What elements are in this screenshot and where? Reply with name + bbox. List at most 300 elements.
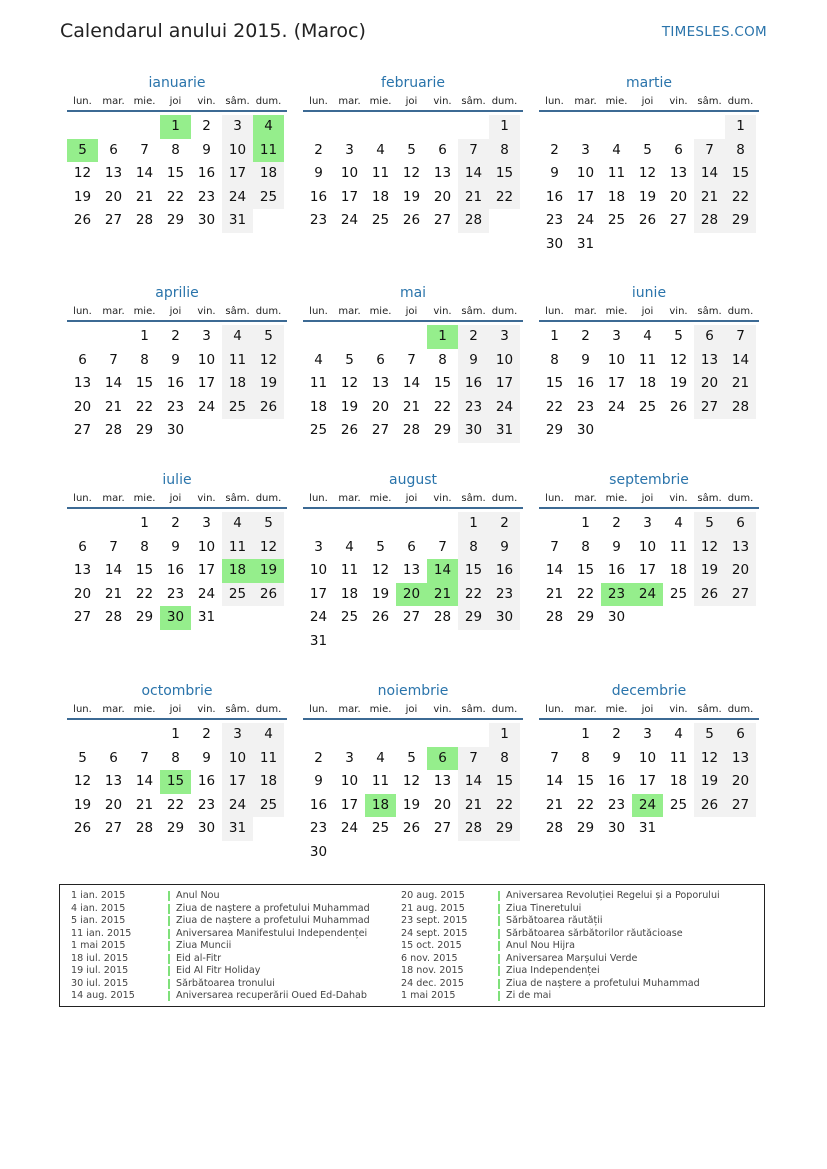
day-cell: 6: [725, 723, 756, 747]
weekday-label: vin.: [433, 96, 452, 107]
holiday-date: 21 aug. 2015: [401, 902, 465, 914]
holiday-day-cell: 1: [427, 325, 458, 349]
day-cell: 18: [309, 398, 328, 415]
holiday-name: Zi de mai: [506, 990, 552, 1001]
weekday-label: sâm.: [697, 306, 722, 317]
weekday-label: sâm.: [461, 96, 486, 107]
day-cell: 16: [309, 188, 328, 205]
holiday-name: Ziua de naștere a profetului Muhammad: [176, 915, 370, 926]
day-cell: 27: [669, 212, 688, 228]
weekday-label: mar.: [338, 96, 361, 107]
day-cell: 3: [612, 328, 621, 344]
empty-cell: [539, 512, 570, 536]
day-cell: 10: [638, 538, 657, 555]
month-block: [67, 282, 287, 443]
day-cell: 30: [166, 422, 185, 438]
day-cell: 12: [73, 165, 92, 181]
day-cell: 15: [458, 559, 489, 583]
day-grid: [303, 512, 523, 653]
day-cell: 6: [109, 141, 118, 158]
day-grid: [539, 723, 759, 841]
day-cell: 12: [669, 351, 688, 368]
day-cell: 9: [550, 165, 559, 181]
day-cell: 4: [345, 538, 354, 555]
day-cell: 20: [73, 398, 92, 415]
day-cell: 9: [612, 749, 621, 766]
day-cell: 14: [135, 165, 154, 181]
day-cell: 28: [725, 396, 756, 420]
empty-cell: [303, 512, 334, 536]
holiday-name: Ziua Muncii: [176, 940, 232, 951]
empty-cell: [334, 115, 365, 139]
holiday-date: 6 nov. 2015: [401, 952, 458, 964]
empty-cell: [396, 325, 427, 349]
holiday-day-cell: 5: [67, 139, 98, 163]
day-cell: 26: [73, 820, 92, 836]
day-cell: 19: [669, 375, 688, 391]
day-cell: 3: [202, 328, 211, 344]
day-cell: 17: [222, 770, 253, 794]
day-cell: 28: [545, 609, 564, 625]
day-cell: 23: [458, 396, 489, 420]
holiday-day-cell: 4: [253, 115, 284, 139]
empty-cell: [365, 512, 396, 536]
empty-cell: [427, 115, 458, 139]
holiday-date: 20 aug. 2015: [401, 890, 465, 901]
day-cell: 15: [576, 562, 595, 578]
day-cell: 6: [407, 538, 416, 555]
day-cell: 2: [171, 515, 180, 531]
holiday-marker: [498, 966, 500, 976]
empty-cell: [303, 325, 334, 349]
day-cell: 28: [135, 820, 154, 836]
weekday-label: lun.: [73, 493, 92, 504]
day-grid: [67, 115, 287, 233]
day-cell: 26: [402, 212, 421, 228]
weekday-label: joi: [169, 96, 182, 107]
month-block: [539, 680, 759, 841]
day-cell: 13: [669, 165, 688, 181]
day-cell: 16: [309, 796, 328, 813]
day-cell: 20: [371, 398, 390, 415]
day-cell: 17: [197, 375, 216, 391]
day-cell: 13: [433, 165, 452, 181]
month-block: [67, 680, 287, 841]
holiday-marker: [168, 954, 170, 964]
day-cell: 27: [104, 820, 123, 836]
day-cell: 15: [489, 162, 520, 186]
day-cell: 27: [371, 422, 390, 438]
day-cell: 23: [197, 796, 216, 813]
holiday-date: 1 mai 2015: [71, 940, 126, 951]
weekday-header: [303, 703, 523, 720]
day-cell: 7: [438, 538, 447, 555]
day-cell: 9: [314, 165, 323, 181]
weekday-header: [303, 305, 523, 322]
day-cell: 11: [371, 773, 390, 789]
weekday-label: dum.: [491, 96, 518, 107]
day-cell: 13: [73, 375, 92, 391]
weekday-header: [67, 305, 287, 322]
day-cell: 13: [371, 375, 390, 391]
day-cell: 16: [576, 375, 595, 391]
day-cell: 22: [576, 585, 595, 602]
day-cell: 10: [576, 165, 595, 181]
holiday-name: Ziua Tineretului: [506, 902, 582, 914]
month-title: martie: [626, 75, 672, 91]
day-cell: 22: [433, 398, 452, 415]
day-cell: 12: [402, 165, 421, 181]
day-cell: 22: [458, 583, 489, 607]
day-cell: 30: [458, 419, 489, 443]
weekday-label: dum.: [491, 493, 518, 504]
holiday-name: Anul Nou Hijra: [506, 940, 575, 951]
day-cell: 14: [458, 162, 489, 186]
weekday-label: dum.: [727, 704, 754, 715]
weekday-label: dum.: [491, 306, 518, 317]
day-cell: 26: [340, 422, 359, 438]
day-cell: 6: [78, 351, 87, 368]
day-cell: 6: [674, 141, 683, 158]
day-cell: 12: [694, 747, 725, 771]
empty-cell: [67, 115, 98, 139]
day-cell: 18: [607, 188, 626, 205]
weekday-label: joi: [405, 306, 418, 317]
day-cell: 14: [725, 349, 756, 373]
holiday-date: 1 mai 2015: [401, 990, 456, 1001]
day-cell: 8: [489, 747, 520, 771]
weekday-label: vin.: [197, 493, 216, 504]
weekday-label: lun.: [309, 96, 328, 107]
day-cell: 11: [253, 747, 284, 771]
weekday-label: lun.: [545, 704, 564, 715]
day-cell: 18: [371, 188, 390, 205]
day-cell: 24: [197, 398, 216, 415]
day-cell: 5: [407, 141, 416, 158]
day-cell: 1: [725, 115, 756, 139]
day-cell: 10: [309, 562, 328, 578]
empty-cell: [663, 115, 694, 139]
day-cell: 13: [402, 562, 421, 578]
day-cell: 27: [104, 212, 123, 228]
day-cell: 13: [104, 165, 123, 181]
weekday-label: lun.: [545, 96, 564, 107]
day-cell: 29: [576, 820, 595, 836]
weekday-label: vin.: [433, 493, 452, 504]
day-cell: 27: [402, 609, 421, 625]
empty-cell: [427, 723, 458, 747]
weekday-label: mar.: [338, 704, 361, 715]
day-cell: 6: [438, 141, 447, 158]
day-cell: 3: [222, 723, 253, 747]
day-grid: [303, 325, 523, 443]
empty-cell: [539, 723, 570, 747]
empty-cell: [396, 512, 427, 536]
holiday-name: Eid al-Fitr: [176, 952, 222, 964]
day-cell: 13: [104, 773, 123, 789]
day-cell: 7: [140, 749, 149, 766]
day-cell: 5: [694, 512, 725, 536]
day-cell: 7: [694, 139, 725, 163]
day-cell: 30: [607, 609, 626, 625]
weekday-label: lun.: [545, 306, 564, 317]
empty-cell: [365, 723, 396, 747]
holiday-name: Eid Al Fitr Holiday: [176, 965, 261, 976]
day-cell: 24: [607, 398, 626, 415]
day-cell: 18: [638, 375, 657, 391]
day-cell: 17: [607, 375, 626, 391]
weekday-label: joi: [641, 306, 654, 317]
day-grid: [303, 723, 523, 864]
day-cell: 8: [438, 351, 447, 368]
day-cell: 12: [402, 773, 421, 789]
day-cell: 1: [458, 512, 489, 536]
empty-cell: [98, 115, 129, 139]
day-cell: 30: [489, 606, 520, 630]
day-cell: 23: [197, 188, 216, 205]
day-cell: 28: [433, 609, 452, 625]
weekday-label: dum.: [491, 704, 518, 715]
day-cell: 20: [433, 796, 452, 813]
day-cell: 22: [489, 186, 520, 210]
holiday-date: 18 nov. 2015: [401, 965, 464, 976]
day-cell: 14: [104, 562, 123, 578]
day-cell: 7: [407, 351, 416, 368]
day-cell: 1: [140, 515, 149, 531]
weekday-label: mie.: [605, 306, 628, 317]
day-cell: 3: [489, 325, 520, 349]
empty-cell: [601, 115, 632, 139]
day-cell: 28: [458, 209, 489, 233]
day-grid: [303, 115, 523, 233]
weekday-label: vin.: [669, 704, 688, 715]
day-cell: 2: [550, 141, 559, 158]
holiday-marker: [168, 891, 170, 901]
day-cell: 23: [545, 212, 564, 228]
day-cell: 22: [545, 398, 564, 415]
day-cell: 29: [545, 422, 564, 438]
day-cell: 31: [576, 235, 595, 252]
month-title: ianuarie: [148, 75, 206, 91]
day-cell: 2: [581, 328, 590, 344]
holiday-day-cell: 19: [253, 559, 284, 583]
holiday-name: Ziua Independenței: [506, 965, 600, 976]
holiday-date: 5 ian. 2015: [71, 915, 126, 926]
day-cell: 9: [171, 538, 180, 555]
day-cell: 23: [309, 820, 328, 836]
day-cell: 21: [104, 585, 123, 602]
day-cell: 20: [104, 188, 123, 205]
day-cell: 6: [376, 351, 385, 368]
month-title: februarie: [381, 75, 445, 91]
month-title: august: [389, 472, 437, 488]
holiday-date: 15 oct. 2015: [401, 940, 462, 951]
weekday-label: sâm.: [225, 493, 250, 504]
day-cell: 19: [73, 188, 92, 205]
empty-cell: [458, 115, 489, 139]
holiday-name: Sărbătoarea răutății: [506, 915, 603, 926]
day-cell: 31: [222, 817, 253, 841]
day-cell: 3: [222, 115, 253, 139]
holiday-marker: [498, 891, 500, 901]
weekday-label: mie.: [369, 493, 392, 504]
weekday-label: sâm.: [225, 704, 250, 715]
day-cell: 29: [135, 609, 154, 625]
day-cell: 29: [725, 209, 756, 233]
day-cell: 23: [489, 583, 520, 607]
day-cell: 13: [433, 773, 452, 789]
day-cell: 5: [253, 325, 284, 349]
holiday-marker: [168, 966, 170, 976]
empty-cell: [67, 723, 98, 747]
day-cell: 26: [73, 212, 92, 228]
month-title: noiembrie: [377, 683, 449, 699]
holiday-marker: [168, 904, 170, 914]
day-cell: 30: [545, 235, 564, 252]
holiday-marker: [168, 916, 170, 926]
day-cell: 1: [581, 515, 590, 531]
day-cell: 7: [109, 538, 118, 555]
day-cell: 10: [222, 139, 253, 163]
day-cell: 31: [197, 609, 216, 625]
day-cell: 19: [694, 559, 725, 583]
day-cell: 25: [309, 422, 328, 438]
day-cell: 3: [202, 515, 211, 531]
weekday-label: vin.: [197, 704, 216, 715]
day-cell: 31: [489, 419, 520, 443]
day-cell: 21: [694, 186, 725, 210]
empty-cell: [334, 512, 365, 536]
holiday-day-cell: 14: [427, 559, 458, 583]
day-cell: 4: [643, 328, 652, 344]
day-cell: 5: [376, 538, 385, 555]
day-cell: 19: [340, 398, 359, 415]
holiday-day-cell: 15: [160, 770, 191, 794]
weekday-label: dum.: [255, 306, 282, 317]
day-cell: 4: [674, 515, 683, 531]
holiday-date: 24 sept. 2015: [401, 927, 468, 939]
month-block: [303, 680, 523, 864]
day-cell: 25: [253, 794, 284, 818]
brand-link[interactable]: TIMESLES.COM: [661, 24, 767, 40]
empty-cell: [98, 325, 129, 349]
day-cell: 9: [581, 351, 590, 368]
day-cell: 18: [253, 770, 284, 794]
empty-cell: [67, 325, 98, 349]
day-cell: 27: [694, 396, 725, 420]
day-cell: 26: [669, 398, 688, 415]
empty-cell: [67, 512, 98, 536]
day-cell: 16: [197, 773, 216, 789]
day-cell: 15: [545, 375, 564, 391]
day-cell: 13: [73, 562, 92, 578]
day-cell: 17: [340, 188, 359, 205]
day-cell: 12: [371, 562, 390, 578]
day-cell: 15: [135, 562, 154, 578]
day-cell: 31: [309, 632, 328, 649]
holiday-day-cell: 6: [427, 747, 458, 771]
weekday-label: mie.: [605, 493, 628, 504]
day-cell: 11: [309, 375, 328, 391]
holiday-marker: [498, 904, 500, 914]
weekday-label: sâm.: [225, 306, 250, 317]
day-cell: 17: [576, 188, 595, 205]
holiday-marker: [498, 991, 500, 1001]
holiday-date: 4 ian. 2015: [71, 902, 126, 914]
weekday-label: sâm.: [461, 493, 486, 504]
weekday-label: sâm.: [461, 306, 486, 317]
day-cell: 23: [166, 585, 185, 602]
day-cell: 7: [109, 351, 118, 368]
day-cell: 25: [371, 820, 390, 836]
month-block: [539, 282, 759, 443]
day-cell: 19: [402, 796, 421, 813]
holiday-marker: [498, 941, 500, 951]
weekday-header: [67, 703, 287, 720]
day-cell: 4: [376, 141, 385, 158]
day-cell: 19: [402, 188, 421, 205]
day-cell: 31: [222, 209, 253, 233]
day-cell: 23: [309, 212, 328, 228]
empty-cell: [303, 115, 334, 139]
day-cell: 1: [171, 726, 180, 742]
empty-cell: [334, 723, 365, 747]
day-cell: 10: [197, 351, 216, 368]
weekday-label: sâm.: [697, 493, 722, 504]
day-cell: 10: [638, 749, 657, 766]
empty-cell: [539, 115, 570, 139]
day-cell: 3: [314, 538, 323, 555]
day-cell: 10: [607, 351, 626, 368]
day-cell: 4: [612, 141, 621, 158]
day-cell: 5: [643, 141, 652, 158]
day-cell: 23: [166, 398, 185, 415]
day-cell: 2: [314, 749, 323, 766]
day-cell: 17: [222, 162, 253, 186]
day-cell: 15: [433, 375, 452, 391]
month-block: [303, 469, 523, 653]
day-cell: 21: [402, 398, 421, 415]
weekday-label: joi: [641, 704, 654, 715]
day-cell: 11: [340, 562, 359, 578]
weekday-header: [539, 703, 759, 720]
weekday-label: vin.: [433, 704, 452, 715]
month-title: aprilie: [155, 285, 199, 301]
weekday-label: mie.: [605, 704, 628, 715]
weekday-label: joi: [641, 493, 654, 504]
day-cell: 16: [166, 562, 185, 578]
day-cell: 21: [725, 372, 756, 396]
day-cell: 9: [202, 141, 211, 158]
day-cell: 7: [458, 139, 489, 163]
day-cell: 24: [197, 585, 216, 602]
day-cell: 14: [694, 162, 725, 186]
empty-cell: [98, 723, 129, 747]
day-cell: 6: [725, 512, 756, 536]
holiday-day-cell: 11: [253, 139, 284, 163]
month-title: septembrie: [609, 472, 689, 488]
day-cell: 4: [222, 325, 253, 349]
day-cell: 26: [253, 396, 284, 420]
weekday-label: lun.: [309, 704, 328, 715]
day-cell: 3: [643, 515, 652, 531]
day-cell: 20: [725, 770, 756, 794]
day-cell: 10: [197, 538, 216, 555]
day-cell: 4: [222, 512, 253, 536]
day-cell: 19: [694, 770, 725, 794]
weekday-label: dum.: [255, 493, 282, 504]
day-cell: 2: [458, 325, 489, 349]
